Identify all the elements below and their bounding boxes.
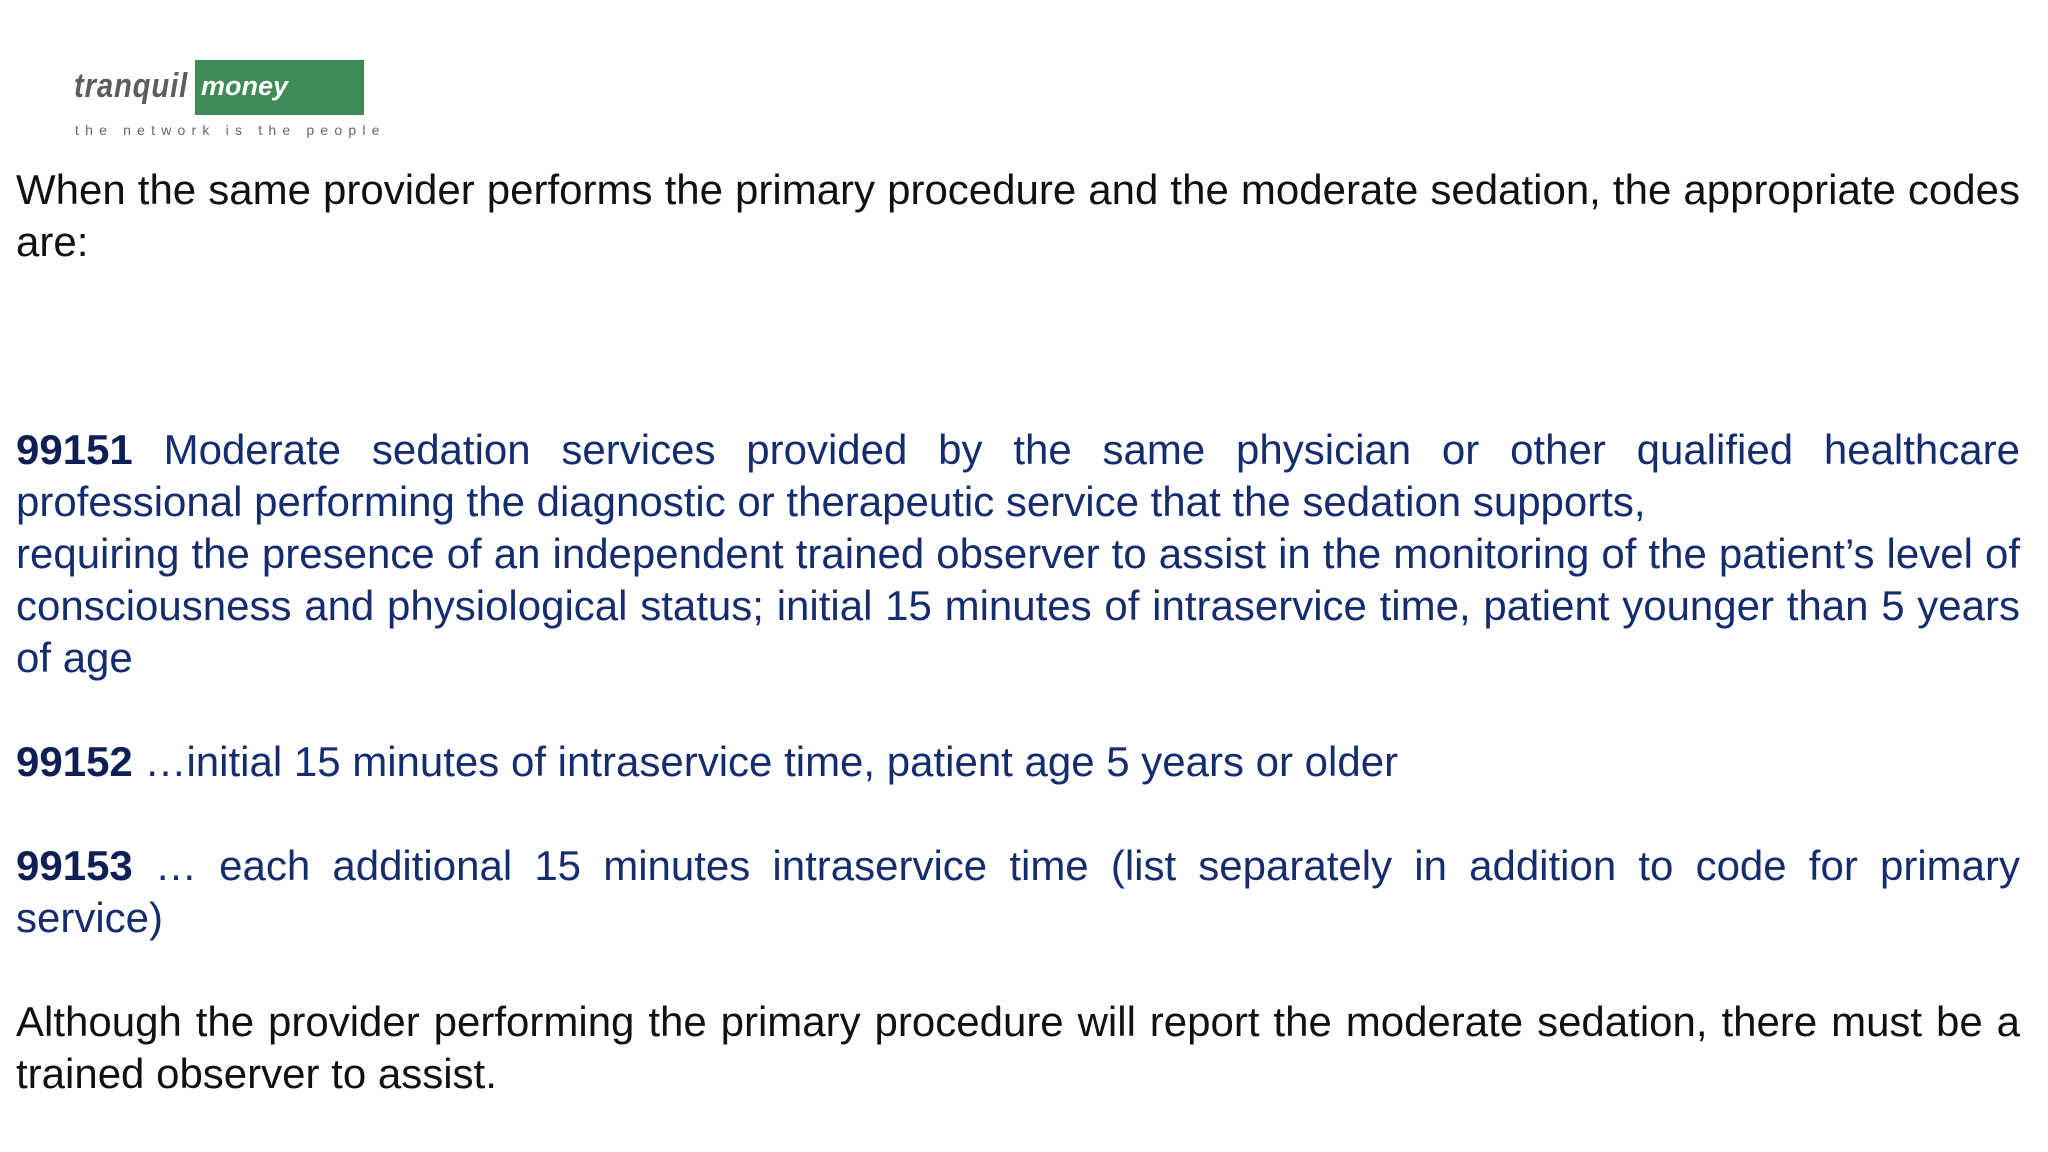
logo-tagline: the network is the people [75, 122, 386, 138]
code-description: …initial 15 minutes of intraservice time, patient age 5 years or older [132, 738, 1399, 785]
code-number: 99151 [16, 426, 133, 473]
slide-body [16, 164, 2020, 1100]
code-99151-paragraph [16, 424, 2020, 528]
spacer [16, 788, 2020, 840]
logo-green-box [195, 60, 364, 115]
logo-word-money: money [201, 71, 289, 101]
spacer [16, 944, 2020, 996]
code-number: 99152 [16, 738, 133, 785]
logo-mark [73, 58, 373, 116]
closing-paragraph: Although the provider performing the primary procedure will report the moderate sedation, there must be a trained observer to assist. [16, 998, 2020, 1097]
code-99152-paragraph [16, 736, 2020, 788]
spacer [16, 268, 2020, 424]
spacer [16, 684, 2020, 736]
code-99153-paragraph [16, 840, 2020, 944]
intro-paragraph: When the same provider performs the primary procedure and the moderate sedation, the appropriate codes are: [16, 166, 2020, 265]
logo-word-tranquil: tranquil [74, 67, 189, 105]
code-description: Moderate sedation services provided by the same physician or other qualified healthcare professional performing the diagnostic or therapeutic service that the sedation supports, [16, 426, 2020, 525]
company-logo [73, 58, 386, 142]
code-number: 99153 [16, 842, 133, 889]
code-description: … each additional 15 minutes intraservice time (list separately in addition to code for primary service) [16, 842, 2020, 941]
code-99151-continuation: requiring the presence of an independent trained observer to assist in the monitoring of the patient’s level of consciousness and physiological status; initial 15 minutes of intraservice time, patient younger than 5 years of age [16, 530, 2020, 681]
